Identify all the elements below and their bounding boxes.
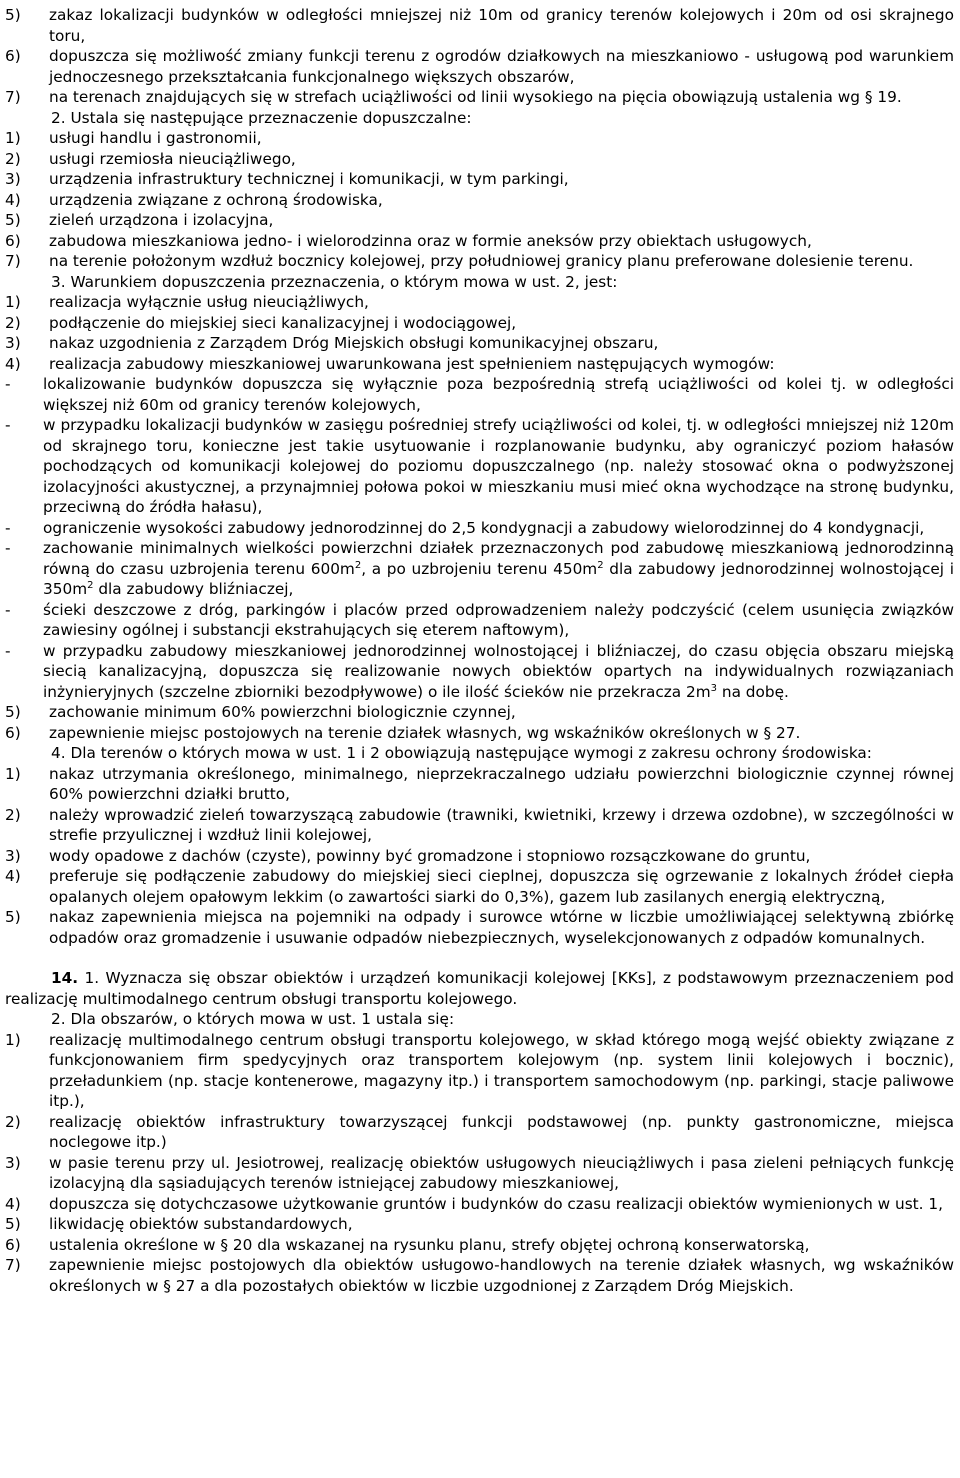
list-item: 5) zieleń urządzona i izolacyjna, bbox=[5, 211, 274, 229]
section-13-list-3 bbox=[5, 292, 954, 374]
dash-item: - ścieki deszczowe z dróg, parkingów i placów przed odprowadzeniem należy podczyścić (celem usunięcia związków zawiesiny ogólnej i substancji ekstrahujących się eterem naftowym), bbox=[5, 600, 954, 639]
list-item: 4) realizacja zabudowy mieszkaniowej uwarunkowana jest spełnieniem następujących wymogów: bbox=[5, 354, 775, 373]
dash-item: - ograniczenie wysokości zabudowy jednorodzinnej do 2,5 kondygnacji a zabudowy wielorodzinnej do 4 kondygnacji, bbox=[5, 518, 925, 537]
dash-item: - w przypadku lokalizacji budynków w zasięgu pośredniej strefy uciążliwości od kolei, tj. w odległości mniejszej niż 120m od skrajnego toru, konieczne jest takie usytuowanie i rozplanowanie budynku, aby ograniczyć poziom hałasów pochodzących od komunikacji kolejowej do poziomu dopuszczalnego (np. należy stosować okna o podwyższonej izolacyjności akustycznej, a przynajmniej połowa pokoi w mieszkaniu musi mieć okna wychodzące na stronę budynku, przeciwną do źródła hałasu), bbox=[5, 416, 954, 516]
list-item: 7) zapewnienie miejsc postojowych dla obiektów usługowo-handlowych na terenie działek własnych, wg wskaźników określonych w § 27 a dla pozostałych obiektów w liczbie uzgodnionej z Zarządem Dróg Miejskich. bbox=[5, 1256, 954, 1295]
paragraph-4-intro: 4. Dla terenów o których mowa w ust. 1 i 2 obowiązują następujące wymogi z zakresu ochrony środowiska: bbox=[51, 744, 872, 762]
list-item: 2) usługi rzemiosła nieuciążliwego, bbox=[5, 149, 296, 168]
list-item: 6) zapewnienie miejsc postojowych na terenie działek własnych, wg wskaźników określonych w § 27. bbox=[5, 723, 801, 742]
dash-item: - lokalizowanie budynków dopuszcza się wyłącznie poza bezpośrednią strefą uciążliwości od kolei tj. w odległości większej niż 60m od granicy terenów kolejowych, bbox=[5, 375, 954, 414]
section-14-paragraph-1: 14. 1. Wyznacza się obszar obiektów i urządzeń komunikacji kolejowej [KKs], z podstawowym przeznaczeniem pod realizację multimodalnego centrum obsługi transportu kolejowego. bbox=[5, 969, 954, 1008]
list-item: 1) realizacja wyłącznie usług nieuciążliwych, bbox=[5, 293, 369, 311]
list-item: 2) realizację obiektów infrastruktury towarzyszącej funkcji podstawowej (np. punkty gastronomiczne, miejsca noclegowe itp.) bbox=[5, 1112, 954, 1151]
list-item: 5) nakaz zapewnienia miejsca na pojemniki na odpady i surowce wtórne w liczbie umożliwiającej selektywną zbiórkę odpadów oraz gromadzenie i usuwanie odpadów niebezpiecznych, wyselekcjonowanych z odpadów komunalnych. bbox=[5, 908, 954, 947]
list-item: 3) urządzenia infrastruktury technicznej i komunikacji, w tym parkingi, bbox=[5, 170, 569, 188]
section-13-list-2 bbox=[5, 128, 954, 272]
list-item: 5) zachowanie minimum 60% powierzchni biologicznie czynnej, bbox=[5, 703, 516, 721]
list-item: 3) wody opadowe z dachów (czyste), powinny być gromadzone i stopniowo rozsączkowane do gruntu, bbox=[5, 846, 811, 865]
section-14-list bbox=[5, 1030, 954, 1297]
section-gap bbox=[5, 948, 954, 968]
dash-item: - w przypadku zabudowy mieszkaniowej jednorodzinnej wolnostojącej i bliźniaczej, do czasu objęcia obszaru miejską siecią kanalizacyjną, dopuszcza się realizowanie nowych obiektów opartych na indywidualnych rozwiązaniach inżynieryjnych (szczelne zbiorniki bezodpływowe) o ile ilość ścieków nie przekracza $2m^3$ na dobę. bbox=[5, 641, 954, 701]
list-item: 4) dopuszcza się dotychczasowe użytkowanie gruntów i budynków do czasu realizacji obiektów wymienionych w ust. 1, bbox=[5, 1194, 943, 1213]
list-item: 3) w pasie terenu przy ul. Jesiotrowej, realizację obiektów usługowych nieuciążliwych i pasa zieleni pełniących funkcję izolacyjną dla sąsiadujących terenów istniejącej zabudowy mieszkaniowej, bbox=[5, 1153, 954, 1192]
dash-list bbox=[5, 374, 954, 702]
list-item: 4) preferuje się podłączenie zabudowy do miejskiej sieci cieplnej, dopuszcza się ogrzewanie z lokalnych źródeł ciepła opalanych olejem opałowym lekkim (o zawartości siarki do 0,3%), gazem lub zasilanych energią elektryczną, bbox=[5, 867, 954, 906]
list-item: 2) należy wprowadzić zieleń towarzyszącą zabudowie (trawniki, kwietniki, krzewy i drzewa ozdobne), w szczególności w strefie przyulicznej i wzdłuż linii kolejowej, bbox=[5, 805, 954, 844]
dash-item: - zachowanie minimalnych wielkości powierzchni działek przeznaczonych pod zabudowę mieszkaniową jednorodzinną równą do czasu uzbrojenia terenu $600m^2$, a po uzbrojeniu terenu $450m^2$ dla zabudowy jednorodzinnej wolnostojącej i $350m^2$ dla zabudowy bliźniaczej, bbox=[5, 539, 954, 598]
paragraph-3-intro: 3. Warunkiem dopuszczenia przeznaczenia, o którym mowa w ust. 2, jest: bbox=[51, 272, 618, 291]
list-item: 3) nakaz uzgodnienia z Zarządem Dróg Miejskich obsługi komunikacyjnej obszaru, bbox=[5, 334, 659, 352]
list-item: 6) ustalenia określone w § 20 dla wskazanej na rysunku planu, strefy objętej ochroną konserwatorską, bbox=[5, 1235, 810, 1254]
list-item: 5) likwidację obiektów substandardowych, bbox=[5, 1215, 353, 1233]
list-item: 6) zabudowa mieszkaniowa jedno- i wielorodzinna oraz w formie aneksów przy obiektach usługowych, bbox=[5, 231, 812, 250]
list-item: 6) dopuszcza się możliwość zmiany funkcji terenu z ogrodów działkowych na mieszkaniowo - usługową pod warunkiem jednoczesnego przekształcania funkcjonalnego większych obszarów, bbox=[5, 47, 954, 86]
paragraph-2-intro: 2. Ustala się następujące przeznaczenie dopuszczalne: bbox=[51, 108, 472, 127]
section-13-list-3b bbox=[5, 702, 954, 743]
section-13-list-4 bbox=[5, 764, 954, 949]
list-item: 1) realizację multimodalnego centrum obsługi transportu kolejowego, w skład którego mogą wejść obiekty związane z funkcjonowaniem firm spedycyjnych oraz transportem kolejowym (np. system linii kolejowych i bocznic), przeładunkiem (np. stacje kontenerowe, magazyny itp.) i transportem samochodowym (np. parkingi, stacje paliwowe itp.), bbox=[5, 1030, 954, 1110]
list-item: 7) na terenach znajdujących się w strefach uciążliwości od linii wysokiego na pięcia obowiązują ustalenia wg § 19. bbox=[5, 88, 902, 106]
section-14-paragraph-2-intro: 2. Dla obszarów, o których mowa w ust. 1 ustala się: bbox=[51, 1010, 455, 1028]
list-item: 2) podłączenie do miejskiej sieci kanalizacyjnej i wodociągowej, bbox=[5, 313, 517, 332]
list-item: 1) usługi handlu i gastronomii, bbox=[5, 129, 262, 147]
list-item: 5) zakaz lokalizacji budynków w odległości mniejszej niż 10m od granicy terenów kolejowych i 20m od osi skrajnego toru, bbox=[5, 6, 954, 45]
list-item: 4) urządzenia związane z ochroną środowiska, bbox=[5, 190, 383, 209]
list-item: 7) na terenie położonym wzdłuż bocznicy kolejowej, przy południowej granicy planu preferowane dolesienie terenu. bbox=[5, 252, 914, 270]
list-item: 1) nakaz utrzymania określonego, minimalnego, nieprzekraczalnego udziału powierzchni biologicznie czynnej równej 60% powierzchni działki brutto, bbox=[5, 764, 954, 803]
section-13-list-1 bbox=[5, 5, 954, 108]
section-14-heading: 14. bbox=[51, 969, 79, 987]
